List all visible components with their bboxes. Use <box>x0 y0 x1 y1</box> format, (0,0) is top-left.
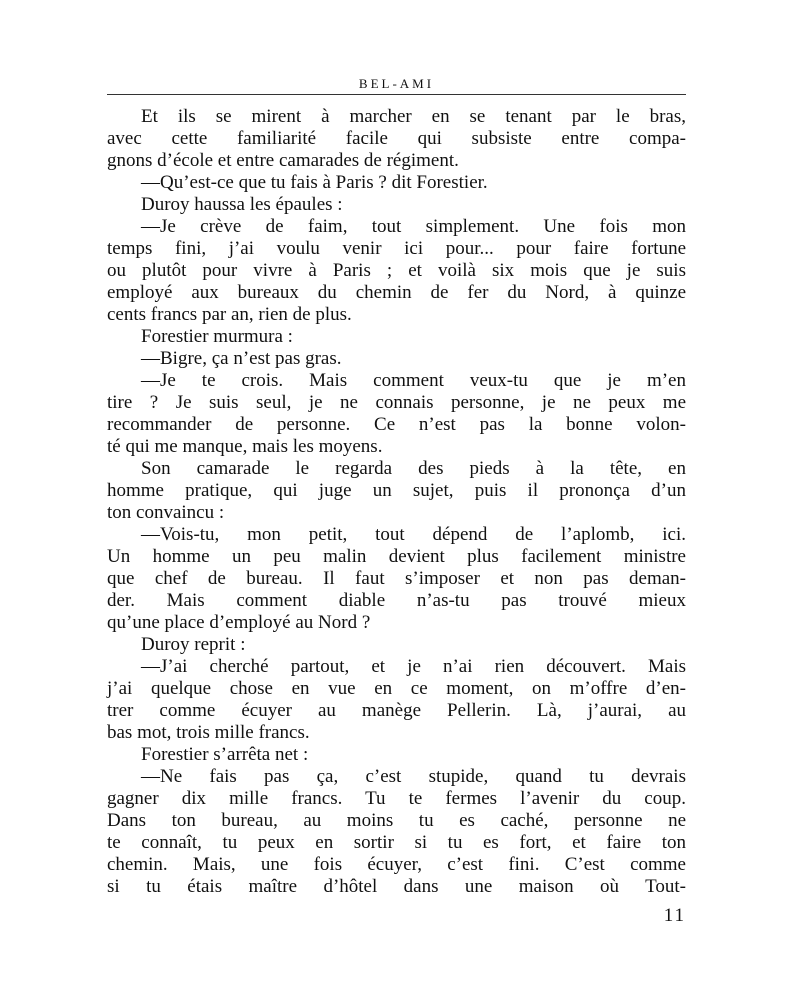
text-line: Son camarade le regarda des pieds à la tête, en <box>141 458 686 479</box>
text-line: —Qu’est-ce que tu fais à Paris ? dit Forestier. <box>141 172 488 193</box>
text-line: temps fini, j’ai voulu venir ici pour... pour faire fortune <box>107 238 686 259</box>
text-line: trer comme écuyer au manège Pellerin. Là, j’aurai, au <box>107 700 686 721</box>
text-line: qu’une place d’employé au Nord ? <box>107 612 371 633</box>
text-line: recommander de personne. Ce n’est pas la bonne volon- <box>107 414 686 435</box>
text-line: cents francs par an, rien de plus. <box>107 304 352 325</box>
text-line: gagner dix mille francs. Tu te fermes l’avenir du coup. <box>107 788 686 809</box>
text-line: té qui me manque, mais les moyens. <box>107 436 383 457</box>
text-line: —Bigre, ça n’est pas gras. <box>141 348 342 369</box>
text-line: Et ils se mirent à marcher en se tenant par le bras, <box>141 106 686 127</box>
text-line: —J’ai cherché partout, et je n’ai rien découvert. Mais <box>141 656 686 677</box>
text-line: si tu étais maître d’hôtel dans une maison où Tout- <box>107 876 686 897</box>
text-line: —Je te crois. Mais comment veux-tu que je m’en <box>141 370 686 391</box>
text-line: avec cette familiarité facile qui subsiste entre compa- <box>107 128 686 149</box>
text-line: chemin. Mais, une fois écuyer, c’est fini. C’est comme <box>107 854 686 875</box>
text-line: ton convaincu : <box>107 502 225 523</box>
running-head: BEL-AMI <box>358 76 435 91</box>
body-text <box>107 106 686 898</box>
text-line: der. Mais comment diable n’as-tu pas trouvé mieux <box>107 590 686 611</box>
header-rule <box>107 94 686 95</box>
text-line: Forestier s’arrêta net : <box>141 744 309 765</box>
text-line: homme pratique, qui juge un sujet, puis il prononça d’un <box>107 480 686 501</box>
text-line: j’ai quelque chose en vue en ce moment, on m’offre d’en- <box>107 678 686 699</box>
text-line: bas mot, trois mille francs. <box>107 722 310 743</box>
text-line: Duroy haussa les épaules : <box>141 194 343 215</box>
text-line: Forestier murmura : <box>141 326 293 347</box>
text-line: ou plutôt pour vivre à Paris ; et voilà six mois que je suis <box>107 260 686 281</box>
text-line: que chef de bureau. Il faut s’imposer et non pas deman- <box>107 568 686 589</box>
text-line: te connaît, tu peux en sortir si tu es fort, et faire ton <box>107 832 686 853</box>
text-line: —Vois-tu, mon petit, tout dépend de l’aplomb, ici. <box>141 524 686 545</box>
text-line: tire ? Je suis seul, je ne connais personne, je ne peux me <box>107 392 686 413</box>
text-line: —Je crève de faim, tout simplement. Une fois mon <box>141 216 686 237</box>
text-line: employé aux bureaux du chemin de fer du Nord, à quinze <box>107 282 686 303</box>
text-line: Dans ton bureau, au moins tu es caché, personne ne <box>107 810 686 831</box>
text-line: Un homme un peu malin devient plus facilement ministre <box>107 546 686 567</box>
text-line: gnons d’école et entre camarades de régiment. <box>107 150 459 171</box>
text-line: —Ne fais pas ça, c’est stupide, quand tu devrais <box>141 766 686 787</box>
text-line: Duroy reprit : <box>141 634 246 655</box>
page-number: 11 <box>663 905 686 926</box>
